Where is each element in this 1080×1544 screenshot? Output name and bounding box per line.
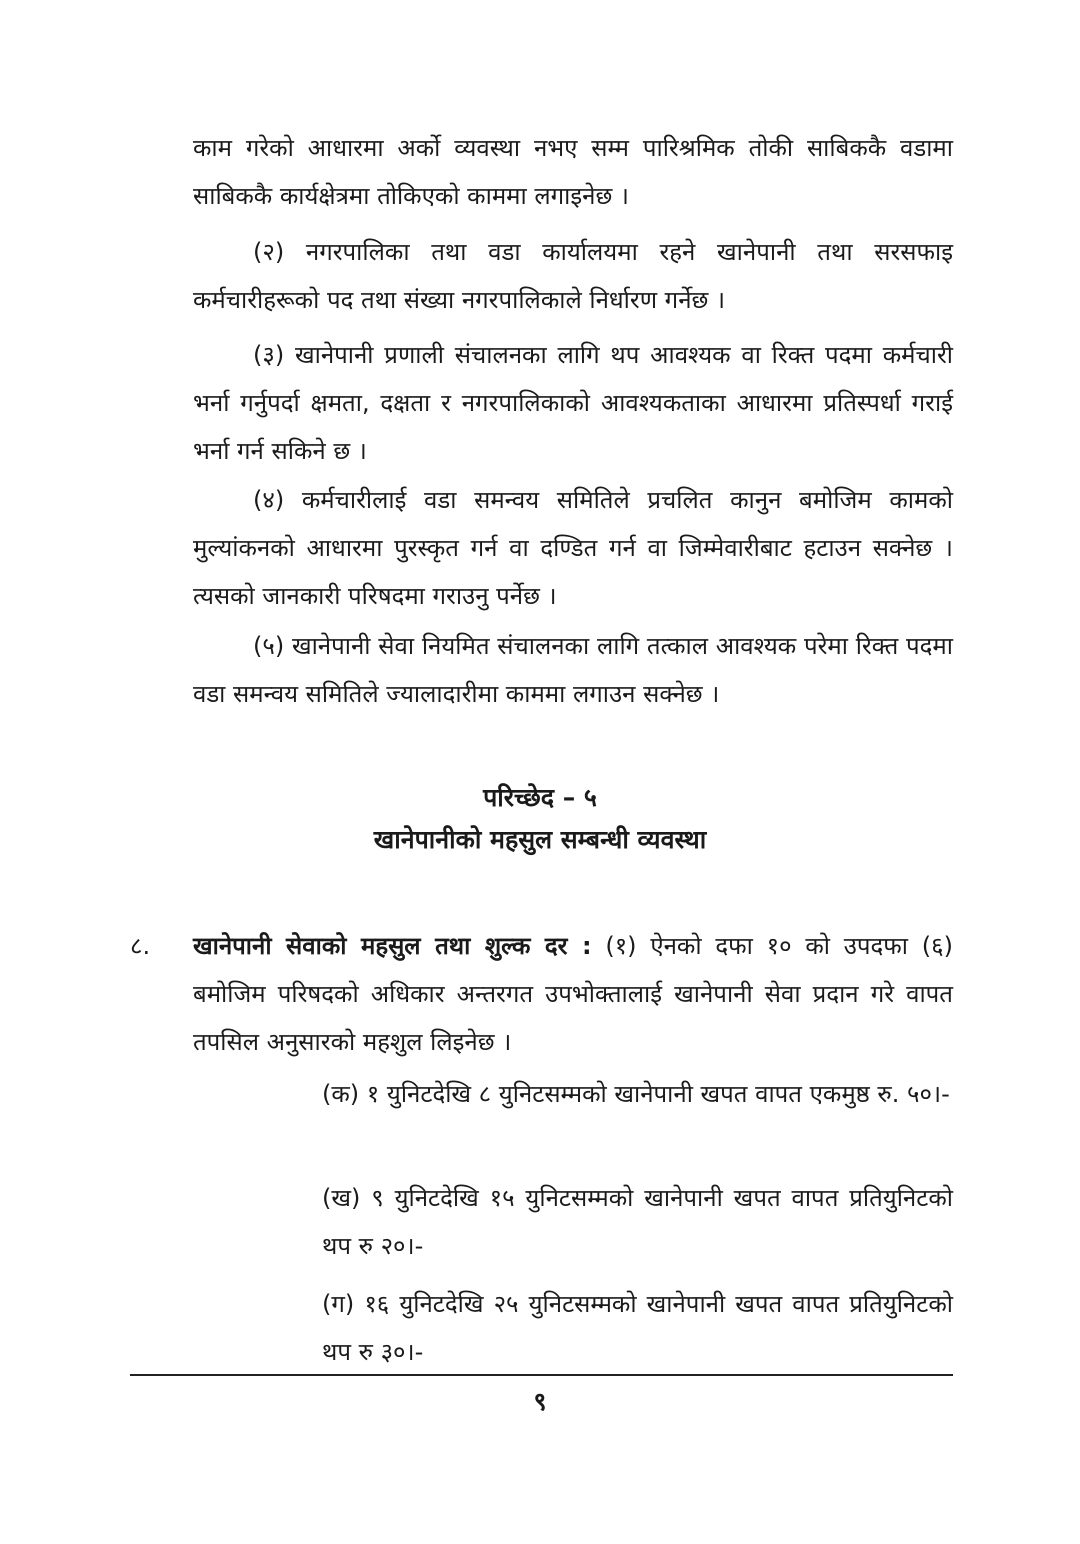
chapter-title: खानेपानीको महसुल सम्बन्धी व्यवस्था xyxy=(373,825,707,854)
rate-item-ga: (ग) १६ युनिटदेखि २५ युनिटसम्मको खानेपानी खपत वापत प्रतियुनिटको थप रु ३०।- xyxy=(322,1290,953,1366)
rate-item-kha: (ख) ९ युनिटदेखि १५ युनिटसम्मको खानेपानी खपत वापत प्रतियुनिटको थप रु २०।- xyxy=(322,1184,953,1260)
rate-item-ka: (क) १ युनिटदेखि ८ युनिटसम्मको खानेपानी खपत वापत एकमुष्ठ रु. ५०।- xyxy=(322,1080,950,1108)
section-text: (१) ऐनको दफा १० को उपदफा (६) बमोजिम परिषदको अधिकार अन्तरगत उपभोक्तालाई खानेपानी सेवा प्रदान गरे वापत तपसिल अनुसारको महशुल लिइनेछ । xyxy=(193,932,953,1056)
section-title: खानेपानी सेवाको महसुल तथा शुल्क दर : xyxy=(193,932,592,960)
paragraph-3: (३) खानेपानी प्रणाली संचालनका लागि थप आवश्यक वा रिक्त पदमा कर्मचारी भर्ना गर्नुपर्दा क्षमता, दक्षता र नगरपालिकाको आवश्यकताका आधारमा प्रतिस्पर्धा गराई भर्ना गर्न सकिने छ । xyxy=(193,341,953,465)
page-number: ९ xyxy=(533,1387,547,1416)
footer-divider xyxy=(130,1374,953,1376)
paragraph-5: (५) खानेपानी सेवा नियमित संचालनका लागि तत्काल आवश्यक परेमा रिक्त पदमा वडा समन्वय समितिले ज्यालादारीमा काममा लगाउन सक्नेछ । xyxy=(193,632,953,708)
paragraph-4: (४) कर्मचारीलाई वडा समन्वय समितिले प्रचलित कानुन बमोजिम कामको मुल्यांकनको आधारमा पुरस्कृत गर्न वा दण्डित गर्न वा जिम्मेवारीबाट हटाउन सक्नेछ । त्यसको जानकारी परिषदमा गराउनु पर्नेछ । xyxy=(193,486,953,610)
paragraph-2: (२) नगरपालिका तथा वडा कार्यालयमा रहने खानेपानी तथा सरसफाइ कर्मचारीहरूको पद तथा संख्या नगरपालिकाले निर्धारण गर्नेछ । xyxy=(193,238,953,314)
chapter-number: परिच्छेद – ५ xyxy=(483,783,597,812)
section-8-body xyxy=(193,922,953,1066)
section-number: ८. xyxy=(130,932,151,960)
paragraph-continuation: काम गरेको आधारमा अर्को व्यवस्था नभए सम्म पारिश्रमिक तोकी साबिककै वडामा साबिककै कार्यक्षेत्रमा तोकिएको काममा लगाइनेछ । xyxy=(193,134,953,210)
